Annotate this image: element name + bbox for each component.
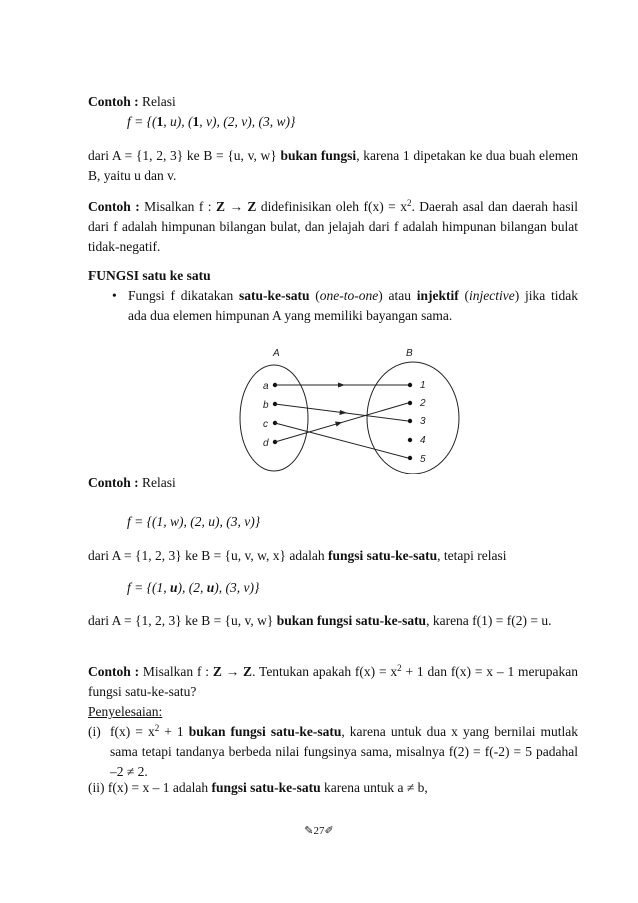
example-1-relation: f = {(1, u), (1, v), (2, v), (3, w)} [127, 114, 296, 129]
codomain-label-4: 4 [420, 435, 426, 446]
domain-label-a: a [263, 381, 269, 392]
set-a-ellipse [240, 365, 308, 471]
codomain-point-4 [408, 438, 412, 442]
solution-part-i: (i) $f(x) = x^2 + 1$ bukan fungsi satu-ke-satu, karena untuk dua x yang bernilai mutlak sama tetapi tandanya berbeda nilai fungsinya sama, misalnya f(2) = f(-2) = 5 padahal –2 ≠ 2. [88, 723, 579, 779]
arrowhead-d-2 [335, 422, 342, 427]
arrowhead-b-3 [339, 410, 347, 415]
solution-heading: Penyelesaian: [88, 704, 163, 719]
set-a-label: A [273, 348, 280, 359]
codomain-label-1: 1 [420, 380, 426, 391]
example-3-explanation-2: dari A = {1, 2, 3} ke B = {u, v, w} bukan fungsi satu-ke-satu, karena f(1) = f(2) = u. [88, 613, 552, 628]
page-number: ✎27✐ [304, 825, 334, 837]
section-heading: FUNGSI satu ke satu [88, 268, 211, 283]
codomain-label-2: 2 [420, 398, 426, 409]
bullet-text: Fungsi f dikatakan satu-ke-satu (one-to-one) atau injektif (injective) jika tidak ada dua elemen himpunan A yang memiliki bayangan sama. [128, 288, 579, 323]
example-3-explanation-1: dari A = {1, 2, 3} ke B = {u, v, w, x} adalah fungsi satu-ke-satu, tetapi relasi [88, 548, 507, 563]
example-title: Relasi [142, 94, 176, 109]
codomain-point-1 [408, 383, 412, 387]
codomain-point-3 [408, 419, 412, 423]
codomain-label-5: 5 [420, 454, 426, 465]
example-2-text: Contoh : Misalkan f : Z → Z didefinisikan oleh $f(x) = x^2$. Daerah asal dan daerah hasil dari f adalah himpunan bilangan bulat, dan jelajah dari f adalah himpunan bilangan bulat tidak-negatif. [88, 198, 578, 254]
domain-label-c: c [263, 419, 268, 430]
definition-bullet [112, 286, 578, 326]
set-b-label: B [406, 348, 413, 359]
example-3-relation-2: f = {(1, u), (2, u), (3, v)} [127, 580, 260, 595]
example-1-heading [88, 92, 578, 112]
injective-mapping-diagram [228, 344, 468, 474]
example-3-relation-1: f = {(1, w), (2, u), (3, v)} [127, 514, 261, 529]
solution-part-ii: (ii) f(x) = x – 1 adalah fungsi satu-ke-satu karena untuk a ≠ b, [88, 780, 428, 795]
example-label: Contoh : [88, 94, 139, 109]
domain-label-d: d [263, 438, 269, 449]
codomain-label-3: 3 [420, 416, 426, 427]
example-3-heading: Contoh : Relasi [88, 475, 176, 490]
arrowhead-a-1 [338, 383, 345, 388]
bullet-icon: • [112, 288, 117, 303]
codomain-point-5 [408, 456, 412, 460]
domain-label-b: b [263, 400, 269, 411]
mapping-line-c-5 [275, 423, 408, 458]
codomain-point-2 [408, 401, 412, 405]
example-4-question: Contoh : Misalkan f : Z → Z. Tentukan apakah $f(x) = x^2 + 1$ dan f(x) = x – 1 merupakan fungsi satu-ke-satu? [88, 663, 578, 699]
example-1-explanation: dari A = {1, 2, 3} ke B = {u, v, w} bukan fungsi, karena 1 dipetakan ke dua buah elemen B, yaitu u dan v. [88, 148, 578, 183]
